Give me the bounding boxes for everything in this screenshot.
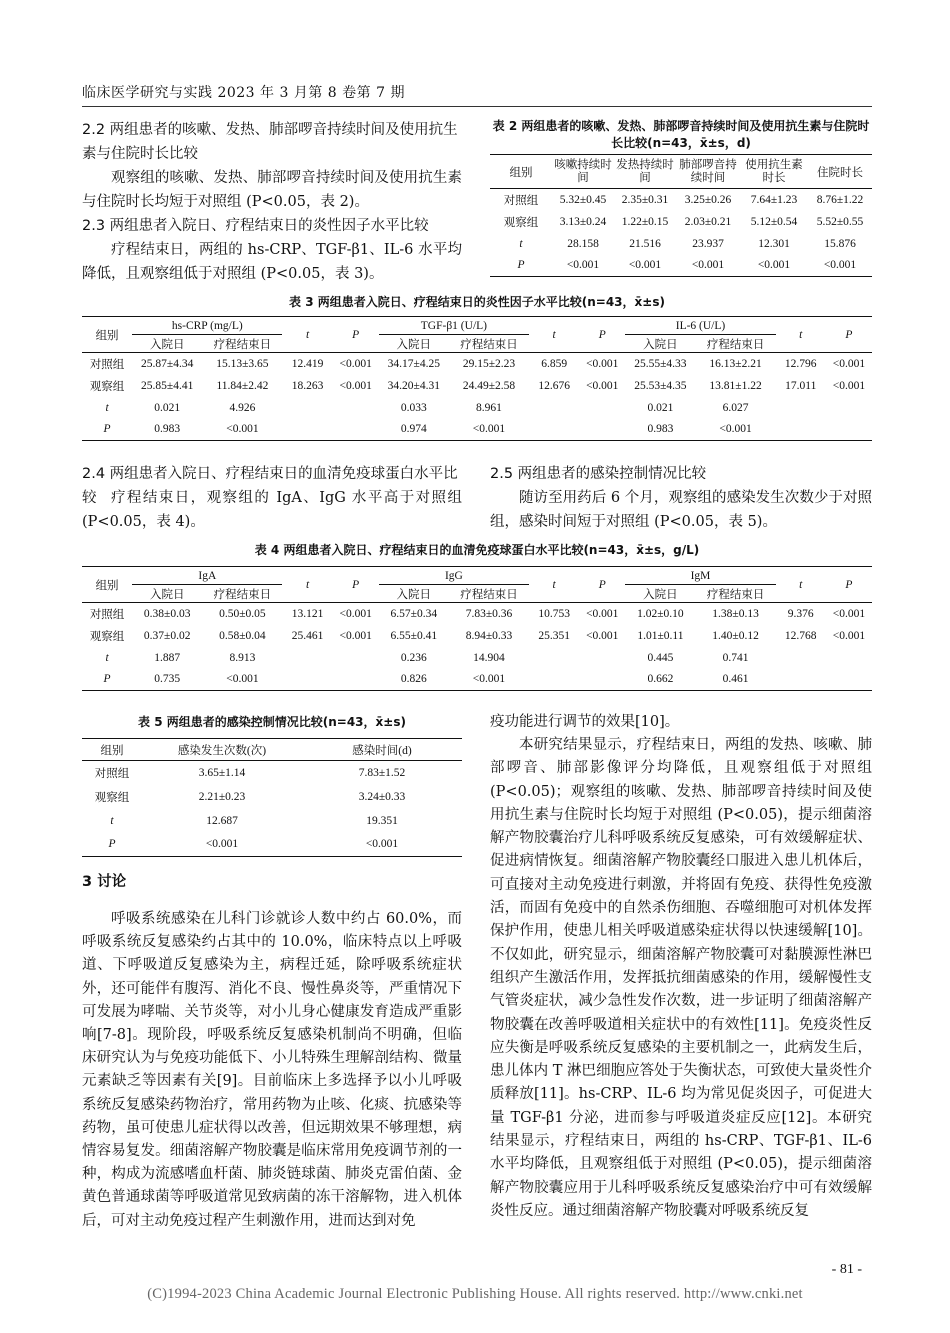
table-cell: <0.001 [226, 673, 259, 686]
table-cell: 0.021 [154, 401, 181, 414]
table-cell: P [517, 259, 525, 272]
table-5-header: 组别 [100, 744, 124, 757]
table-cell [579, 397, 625, 419]
table-cell: 观察组 [503, 216, 539, 229]
table-cell: 12.796 [784, 357, 817, 370]
table-cell: 对照组 [94, 767, 130, 780]
table-cell: <0.001 [719, 423, 752, 436]
table-cell [776, 397, 826, 419]
table-5 [82, 738, 462, 857]
discussion-para-continued: 疫功能进行调节的效果[10]。 [490, 714, 680, 730]
table-cell: 0.58±0.04 [219, 629, 266, 642]
table-cell: 1.02±0.10 [637, 607, 684, 620]
table-2 [490, 154, 872, 277]
table-cell [826, 397, 872, 419]
table-4-measure-header: IgG [379, 567, 529, 585]
table-3 [82, 316, 872, 441]
table-cell: <0.001 [226, 423, 259, 436]
table-cell: 11.84±2.42 [216, 379, 269, 392]
section-2-4-para: 疗程结束日，观察组的 IgA、IgG 水平高于对照组 (P<0.05，表 4)。 [82, 490, 462, 530]
table-2-header: 肺部啰音持续时间 [679, 158, 737, 184]
table-cell [826, 419, 872, 441]
table-cell [776, 419, 826, 441]
table-cell: 24.49±2.58 [462, 379, 516, 392]
table-cell: 29.15±2.23 [462, 357, 516, 370]
table-row [82, 603, 872, 625]
table-4-group-header: 组别 [82, 567, 132, 603]
table-5-header: 感染发生次数(次) [177, 744, 267, 757]
table-3-subheader: 疗程结束日 [213, 338, 272, 351]
table-cell: 16.13±2.21 [709, 357, 762, 370]
table-cell: 14.904 [473, 651, 505, 664]
table-cell: 1.887 [154, 651, 181, 664]
table-5-header: 感染时间(d) [352, 744, 412, 757]
section-2-3-para: 疗程结束日，两组的 hs-CRP、TGF-β1、IL-6 水平均降低，且观察组低于对照组 (P<0.05，表 3)。 [82, 242, 462, 282]
table-cell: 0.37±0.02 [143, 629, 191, 642]
table-3-p-header: P [579, 317, 625, 353]
table-cell: <0.001 [205, 838, 239, 851]
page-number: - 81 - [831, 1262, 862, 1277]
table-cell: 0.983 [154, 423, 181, 436]
table-4-p-header: P [826, 567, 872, 603]
table-cell: 12.768 [784, 629, 817, 642]
table-row [82, 761, 462, 785]
table-cell: 21.516 [629, 237, 661, 250]
table-cell: <0.001 [832, 379, 866, 392]
table-cell: 3.13±0.24 [559, 215, 607, 228]
table-cell [579, 669, 625, 691]
table-cell [529, 419, 579, 441]
table-cell: 0.033 [400, 401, 427, 414]
table-cell: <0.001 [757, 259, 791, 272]
table-4-subheader: 疗程结束日 [213, 588, 272, 601]
table-4-caption: 表 4 两组患者入院日、疗程结束日的血清免疫球蛋白水平比较(n=43，x̄±s，g/L) [254, 543, 700, 557]
discussion-para-left: 呼吸系统感染在儿科门诊就诊人数中约占 60.0%，而呼吸系统反复感染约占其中的 10.0%，临床特点以上呼吸道、下呼吸道反复感染为主，病程迁延，除呼吸系统症状外，还可能伴有腹泻、消化不良、慢性鼻炎等，严重情况下可发展为哮喘、关节炎等，对小儿身心健康发育造成严重影响[7-8]。现阶段，呼吸系统反复感染机制尚不明确，但临床研究认为与免疫功能低下、小儿特殊生理解剖结构、微量元素缺乏等因素有关[9]。目前临床上多选择予以小儿呼吸系统反复感染药物治疗，常用药物为止咳、化痰、抗感染等药物，虽可使患儿症状得以改善，但远期效果不够理想，病情容易复发。细菌溶解产物胶囊是临床常用免疫调节剂的一种，构成为流感嗜血杆菌、肺炎链球菌、肺炎克雷伯菌、金黄色普通球菌等呼吸道常见致病菌的冻干溶解物，进入机体后，可对主动免疫过程产生刺激作用，进而达到对免 [82, 911, 462, 1229]
table-cell: 4.926 [229, 401, 256, 414]
table-row [490, 211, 872, 233]
table-cell: 8.961 [476, 401, 502, 414]
section-2-2-heading: 2.2 两组患者的咳嗽、发热、肺部啰音持续时间及使用抗生素与住院时长比较 [82, 122, 458, 162]
table-4 [82, 566, 872, 691]
table-cell: 3.24±0.33 [358, 790, 406, 803]
table-cell [776, 647, 826, 669]
table-3-p-header: P [333, 317, 379, 353]
table-cell: 1.40±0.12 [712, 629, 759, 642]
table-row [490, 233, 872, 255]
table-cell: 7.64±1.23 [750, 193, 798, 206]
table-cell: 25.55±4.33 [634, 357, 687, 370]
discussion-para-right: 本研究结果显示，疗程结束日，两组的发热、咳嗽、肺部啰音、肺部影像评分均降低，且观察组低于对照组 (P<0.05)；观察组的咳嗽、发热、肺部啰音持续时间及使用抗生素与住院时长均短于对照组 (P<0.05)，提示细菌溶解产物胶囊治疗儿科呼吸系统反复感染，可有效缓解症状、促进病情恢复。细菌溶解产物胶囊经口服进入患儿机体后，可直接对主动免疫进行刺激，并将固有免疫、获得性免疫激活，而固有免疫中的自然杀伤细胞、吞噬细胞可对机体发挥保护作用，使患儿相关呼吸道感染症状得以快速缓解[10]。不仅如此，研究显示，细菌溶解产物胶囊可对黏膜源性淋巴组织产生激活作用，发挥抵抗细菌感染的作用，缓解慢性支气管炎症状，减少急性发作次数，进一步证明了细菌溶解产物胶囊在改善呼吸道相关症状中的有效性[11]。免疫炎性反应失衡是呼吸系统反复感染的主要机制之一，此病发生后，患儿体内 T 淋巴细胞应答处于失衡状态，可致使大量炎性介质释放[11]。hs-CRP、IL-6 均为常见促炎因子，可促进大量 TGF-β1 分泌，进而参与呼吸道炎症反应[12]。本研究结果显示，疗程结束日，两组的 hs-CRP、TGF-β1、IL-6 水平均降低，且观察组低于对照组 (P<0.05)，提示细菌溶解产物胶囊应用于儿科呼吸系统反复感染治疗中可有效缓解炎性反应。通过细菌溶解产物胶囊对呼吸系统反复 [490, 737, 872, 1219]
table-2-header: 咳嗽持续时间 [554, 158, 612, 184]
table-4-t-header: t [282, 567, 332, 603]
table-row [82, 833, 462, 857]
table-cell [529, 669, 579, 691]
table-cell: 0.236 [400, 651, 427, 664]
table-cell: 6.57±0.34 [390, 607, 438, 620]
section-2-5-heading: 2.5 两组患者的感染控制情况比较 [490, 466, 707, 482]
table-cell: <0.001 [691, 259, 725, 272]
discussion-heading: 3 讨论 [82, 874, 127, 890]
section-2-3-heading: 2.3 两组患者入院日、疗程结束日的炎性因子水平比较 [82, 218, 429, 234]
table-cell: 0.461 [722, 673, 749, 686]
table-cell: 0.983 [647, 423, 674, 436]
table-2-header: 住院时长 [817, 166, 863, 179]
table-2-header: 使用抗生素时长 [745, 158, 803, 184]
table-cell: 15.13±3.65 [216, 357, 269, 370]
table-cell: t [105, 651, 109, 664]
table-cell: 5.12±0.54 [750, 215, 798, 228]
table-cell: 10.753 [538, 607, 570, 620]
table-cell: 15.876 [824, 237, 856, 250]
table-cell: 3.25±0.26 [684, 193, 732, 206]
table-cell: 18.263 [291, 379, 324, 392]
table-cell: 1.38±0.13 [712, 607, 759, 620]
table-cell: 0.735 [154, 673, 181, 686]
table-cell: t [519, 237, 523, 250]
table-cell: t [105, 401, 109, 414]
table-cell: 0.741 [722, 651, 749, 664]
table-cell [282, 647, 332, 669]
table-4-t-header: t [776, 567, 826, 603]
table-cell [529, 647, 579, 669]
table-cell: 8.76±1.22 [816, 193, 864, 206]
table-cell [282, 669, 332, 691]
table-cell: 0.445 [647, 651, 674, 664]
table-row [82, 397, 872, 419]
table-3-measure-header: TGF-β1 (U/L) [379, 317, 529, 335]
table-4-subheader: 入院日 [396, 588, 432, 601]
table-cell: 5.52±0.55 [816, 215, 864, 228]
table-cell [333, 669, 379, 691]
table-cell: 12.687 [206, 814, 238, 827]
table-cell: P [103, 673, 111, 686]
table-cell: 1.22±0.15 [621, 215, 669, 228]
table-cell [333, 397, 379, 419]
table-cell [333, 647, 379, 669]
table-cell: 25.85±4.41 [141, 379, 194, 392]
table-cell: 2.35±0.31 [621, 193, 669, 206]
table-row [82, 785, 462, 809]
table-cell: 7.83±1.52 [358, 766, 406, 779]
table-cell: <0.001 [586, 357, 619, 370]
table-cell: 25.87±4.34 [141, 357, 194, 370]
table-cell [333, 419, 379, 441]
table-row [490, 189, 872, 211]
table-cell: 0.826 [400, 673, 427, 686]
table-cell: <0.001 [823, 259, 857, 272]
table-cell: 34.20±4.31 [387, 379, 440, 392]
table-cell: <0.001 [472, 673, 506, 686]
table-2-caption: 表 2 两组患者的咳嗽、发热、肺部啰音持续时间及使用抗生素与住院时长比较(n=43，x̄±s，d) [492, 119, 870, 150]
table-4-p-header: P [579, 567, 625, 603]
table-cell: <0.001 [472, 423, 506, 436]
table-cell: 8.913 [229, 651, 256, 664]
table-cell [826, 669, 872, 691]
section-2-4-heading: 2.4 两组患者入院日、疗程结束日的血清免疫球蛋白水平比较 [82, 466, 458, 506]
table-cell: 13.121 [291, 607, 324, 620]
table-4-subheader: 入院日 [643, 588, 678, 601]
table-cell: 19.351 [366, 814, 398, 827]
table-3-measure-header: hs-CRP (mg/L) [132, 317, 282, 335]
table-3-subheader: 疗程结束日 [460, 338, 518, 351]
table-4-subheader: 入院日 [149, 588, 185, 601]
table-cell [282, 419, 332, 441]
table-cell: <0.001 [339, 379, 372, 392]
table-cell: <0.001 [566, 259, 600, 272]
table-cell: 2.21±0.23 [198, 790, 246, 803]
table-row [82, 353, 872, 375]
table-cell: 28.158 [567, 237, 599, 250]
header-rule [82, 106, 872, 107]
section-2-5-para: 随访至用药后 6 个月，观察组的感染发生次数少于对照组，感染时间短于对照组 (P<0.05，表 5)。 [490, 490, 872, 530]
table-row [82, 375, 872, 397]
table-cell: 观察组 [89, 630, 125, 643]
table-row [82, 669, 872, 691]
table-5-caption: 表 5 两组患者的感染控制情况比较(n=43，x̄±s) [138, 715, 406, 729]
table-cell: 34.17±4.25 [387, 357, 440, 370]
table-2-header: 发热持续时间 [616, 158, 674, 184]
table-cell: 0.50±0.05 [219, 607, 266, 620]
table-row [490, 255, 872, 277]
table-cell: <0.001 [339, 357, 372, 370]
table-3-t-header: t [776, 317, 826, 353]
table-cell: t [110, 814, 114, 827]
table-cell: 0.662 [647, 673, 674, 686]
table-4-t-header: t [529, 567, 579, 603]
table-cell [776, 669, 826, 691]
table-row [82, 647, 872, 669]
table-cell: P [103, 423, 111, 436]
table-3-subheader: 入院日 [149, 338, 185, 351]
table-cell: P [108, 838, 116, 851]
table-cell: <0.001 [339, 629, 372, 642]
table-cell: 9.376 [787, 607, 814, 620]
table-cell: 8.94±0.33 [465, 629, 513, 642]
table-3-t-header: t [282, 317, 332, 353]
table-cell: <0.001 [832, 357, 866, 370]
table-cell: 23.937 [692, 237, 724, 250]
table-cell: <0.001 [586, 607, 619, 620]
table-cell [579, 647, 625, 669]
table-3-p-header: P [826, 317, 872, 353]
table-3-caption: 表 3 两组患者入院日、疗程结束日的炎性因子水平比较(n=43，x̄±s) [289, 295, 665, 309]
table-cell: 13.81±1.22 [709, 379, 762, 392]
table-cell [529, 397, 579, 419]
table-3-t-header: t [529, 317, 579, 353]
table-cell: 0.021 [647, 401, 674, 414]
section-2-2-para: 观察组的咳嗽、发热、肺部啰音持续时间及使用抗生素与住院时长均短于对照组 (P<0.05，表 2)。 [82, 170, 462, 210]
table-cell: 5.32±0.45 [559, 193, 607, 206]
table-3-group-header: 组别 [82, 317, 132, 353]
table-cell: <0.001 [586, 629, 619, 642]
table-cell: 观察组 [94, 791, 130, 804]
table-row [82, 809, 462, 833]
table-4-measure-header: IgM [625, 567, 775, 585]
table-cell: 25.351 [538, 629, 570, 642]
table-3-measure-header: IL-6 (U/L) [625, 317, 775, 335]
table-4-measure-header: IgA [132, 567, 282, 585]
table-cell: 1.01±0.11 [637, 629, 684, 642]
table-cell: 0.974 [400, 423, 427, 436]
table-cell: 25.53±4.35 [634, 379, 687, 392]
table-3-subheader: 入院日 [643, 338, 678, 351]
table-cell: 6.55±0.41 [390, 629, 438, 642]
table-cell: 6.027 [722, 401, 749, 414]
table-cell: <0.001 [586, 379, 619, 392]
table-cell: 12.676 [538, 379, 570, 392]
table-cell: 25.461 [291, 629, 324, 642]
table-cell [579, 419, 625, 441]
table-cell: 对照组 [503, 194, 539, 207]
table-cell: <0.001 [628, 259, 662, 272]
table-cell: 12.301 [758, 237, 790, 250]
table-2-header: 组别 [509, 166, 533, 179]
table-cell: <0.001 [339, 607, 372, 620]
copyright-footer: (C)1994-2023 China Academic Journal Electronic Publishing House. All rights reserved. http://www.cnki.net [147, 1286, 803, 1302]
table-cell: <0.001 [365, 838, 399, 851]
table-3-subheader: 疗程结束日 [706, 338, 765, 351]
table-row [82, 625, 872, 647]
table-4-subheader: 疗程结束日 [706, 588, 765, 601]
table-4-p-header: P [333, 567, 379, 603]
table-cell [826, 647, 872, 669]
table-cell: 7.83±0.36 [465, 607, 513, 620]
table-cell: 观察组 [89, 380, 125, 393]
table-cell: 对照组 [89, 358, 125, 371]
table-cell: 12.419 [291, 357, 324, 370]
journal-header: 临床医学研究与实践 2023 年 3 月第 8 卷第 7 期 [82, 85, 405, 101]
table-cell: 3.65±1.14 [198, 766, 246, 779]
table-cell: 0.38±0.03 [143, 607, 191, 620]
table-cell: 对照组 [89, 608, 125, 621]
table-row [82, 419, 872, 441]
table-cell: 6.859 [541, 357, 568, 370]
table-3-subheader: 入院日 [396, 338, 432, 351]
table-cell: <0.001 [832, 629, 866, 642]
table-cell: <0.001 [832, 607, 866, 620]
table-cell [282, 397, 332, 419]
table-4-subheader: 疗程结束日 [460, 588, 518, 601]
table-cell: 17.011 [785, 379, 817, 392]
table-cell: 2.03±0.21 [684, 215, 732, 228]
